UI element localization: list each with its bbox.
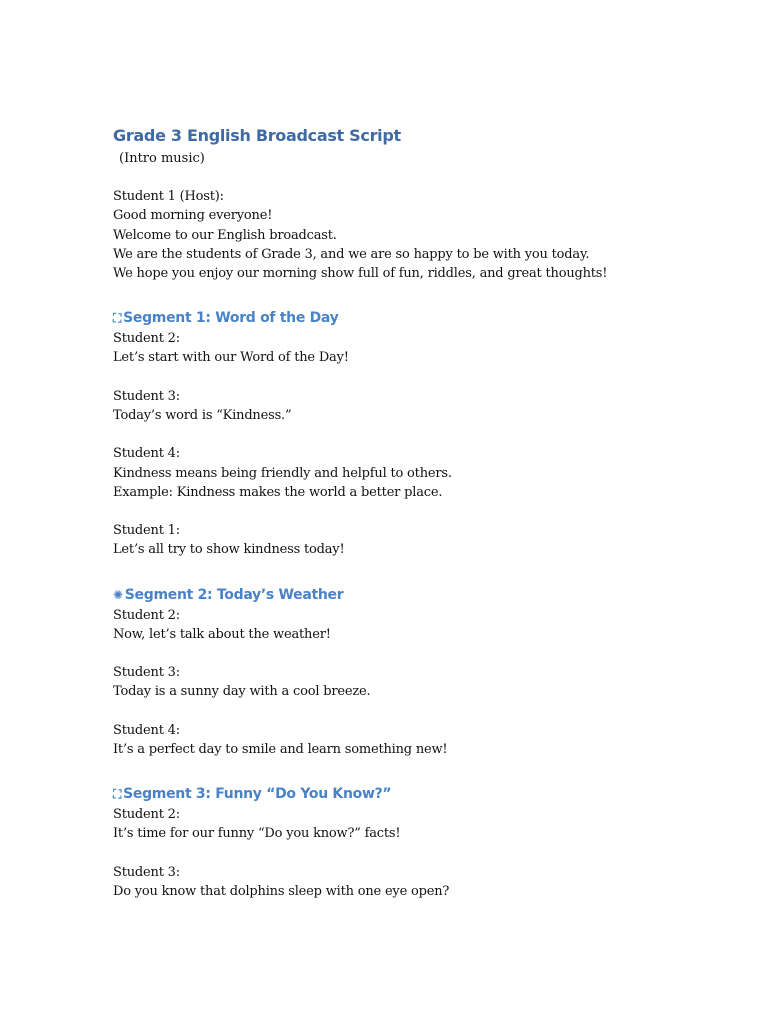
segments-container — [113, 283, 733, 901]
speaker-label: Student 2: — [113, 331, 180, 347]
speaker-label: Student 2: — [113, 607, 180, 623]
segment-2 — [113, 584, 733, 760]
document-page — [113, 125, 733, 901]
spacer — [113, 368, 733, 387]
speaker-label: Student 3: — [113, 864, 180, 880]
script-line: It’s time for our funny “Do you know?” facts! — [113, 826, 401, 842]
spacer — [113, 844, 733, 863]
speaker-label: Student 3: — [113, 665, 180, 681]
segment-3 — [113, 783, 733, 901]
spacer — [113, 283, 733, 307]
segment-heading — [113, 584, 733, 606]
segment-heading — [113, 307, 733, 329]
missing-glyph-icon: ⛶ — [113, 787, 122, 802]
missing-glyph-icon: ⛶ — [113, 311, 122, 326]
speaker-label: Student 4: — [113, 446, 180, 462]
document-title: Grade 3 English Broadcast Script — [113, 126, 401, 145]
spacer — [113, 644, 733, 663]
sun-icon: ✺ — [113, 587, 123, 602]
intro-cue: (Intro music) — [119, 151, 205, 166]
script-line: It’s a perfect day to smile and learn something new! — [113, 741, 448, 757]
script-line: Let’s start with our Word of the Day! — [113, 350, 349, 366]
speaker-label: Student 2: — [113, 807, 180, 823]
script-line: Today’s word is “Kindness.” — [113, 408, 292, 423]
segment-heading-text: Segment 1: Word of the Day — [123, 310, 339, 327]
speaker-label: Student 1: — [113, 523, 180, 539]
spacer — [113, 425, 733, 444]
segment-1 — [113, 307, 733, 559]
spacer — [113, 502, 733, 521]
spacer — [113, 560, 733, 584]
script-line: Today is a sunny day with a cool breeze. — [113, 684, 371, 700]
script-line: Let’s all try to show kindness today! — [113, 542, 345, 558]
speaker-label: Student 4: — [113, 722, 180, 738]
script-line: Welcome to our English broadcast. — [113, 227, 337, 243]
opening-block — [113, 187, 733, 283]
script-line: We are the students of Grade 3, and we are so happy to be with you today. — [113, 246, 590, 262]
spacer — [113, 168, 733, 187]
speaker-label: Student 3: — [113, 388, 180, 404]
speaker-label: Student 1 (Host): — [113, 189, 224, 205]
script-line: We hope you enjoy our morning show full of fun, riddles, and great thoughts! — [113, 266, 608, 281]
script-line: Good morning everyone! — [113, 208, 273, 224]
segment-heading-text: Segment 3: Funny “Do You Know?” — [123, 786, 392, 803]
script-line: Now, let’s talk about the weather! — [113, 626, 331, 642]
script-line: Kindness means being friendly and helpful to others. — [113, 465, 452, 481]
spacer — [113, 759, 733, 783]
segment-heading-text: Segment 2: Today’s Weather — [124, 586, 344, 603]
spacer — [113, 702, 733, 721]
script-line: Do you know that dolphins sleep with one eye open? — [113, 883, 450, 899]
script-line: Example: Kindness makes the world a better place. — [113, 484, 443, 500]
segment-heading — [113, 783, 733, 805]
